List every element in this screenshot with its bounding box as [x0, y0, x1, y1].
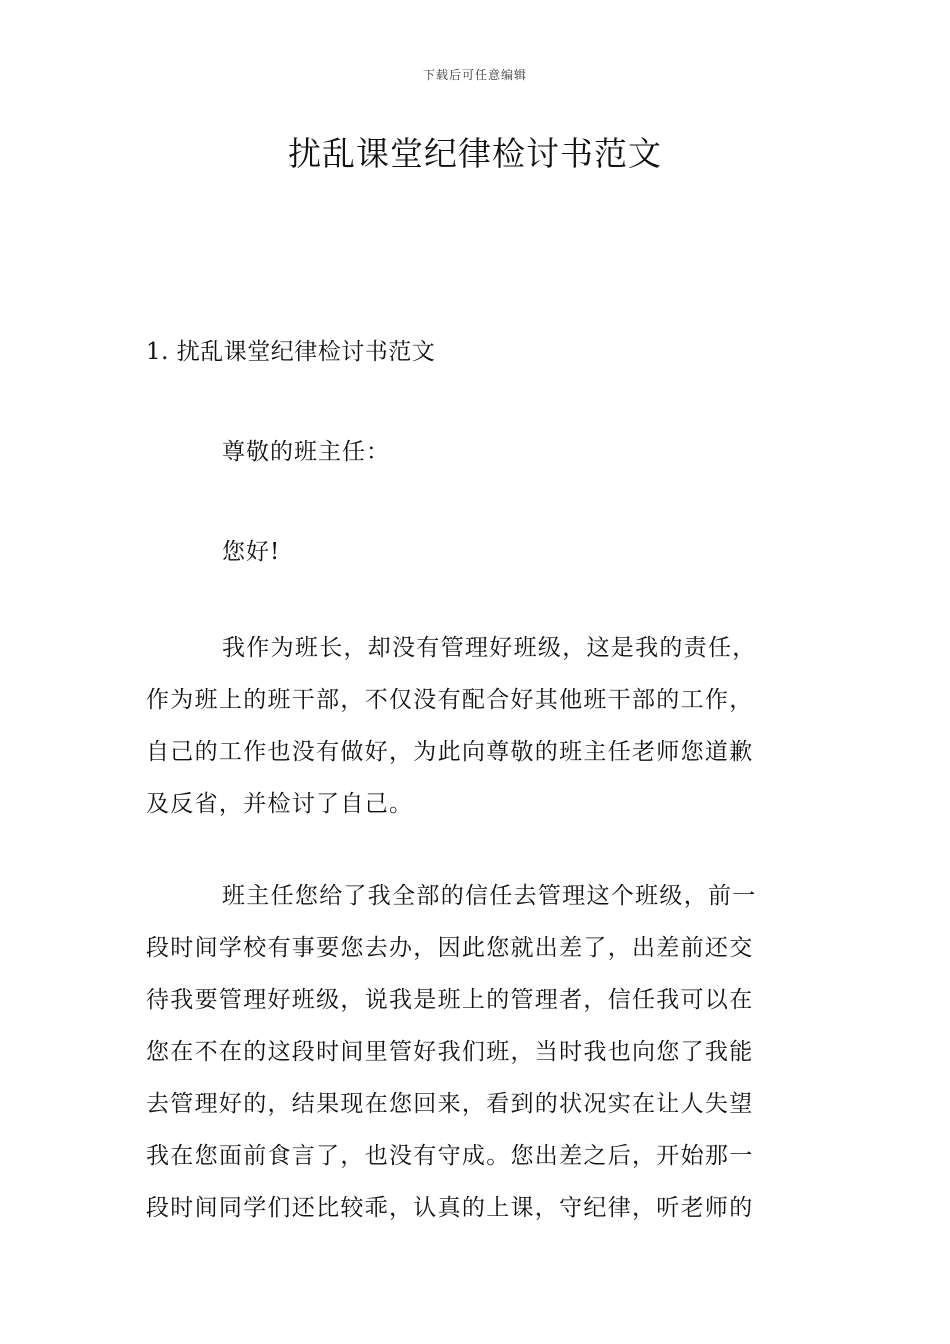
- paragraph-line: 段时间学校有事要您去办，因此您就出差了，出差前还交: [146, 935, 754, 961]
- greeting: 您好!: [222, 539, 281, 565]
- paragraph-line: 待我要管理好班级，说我是班上的管理者，信任我可以在: [146, 987, 754, 1013]
- paragraph-line: 我在您面前食言了，也没有守成。您出差之后，开始那一: [146, 1143, 754, 1169]
- paragraph: [146, 870, 808, 1234]
- section-heading: 1. 扰乱课堂纪律检讨书范文: [146, 339, 436, 365]
- paragraph-line: 去管理好的，结果现在您回来，看到的状况实在让人失望: [146, 1091, 754, 1117]
- paragraph: [146, 622, 808, 830]
- paragraph-line: 您在不在的这段时间里管好我们班，当时我也向您了我能: [146, 1039, 754, 1065]
- paragraph-line: 段时间同学们还比较乖，认真的上课，守纪律，听老师的: [146, 1195, 754, 1221]
- header-note: 下载后可任意编辑: [422, 68, 527, 82]
- paragraph-line: 作为班上的班干部，不仅没有配合好其他班干部的工作，: [146, 687, 754, 713]
- paragraph-line: 及反省，并检讨了自己。: [146, 791, 414, 817]
- paragraph-line: 班主任您给了我全部的信任去管理这个班级，前一: [222, 883, 757, 909]
- salutation: 尊敬的班主任：: [222, 439, 390, 465]
- paragraph-line: 我作为班长，却没有管理好班级，这是我的责任，: [222, 635, 757, 661]
- paragraph-line: 自己的工作也没有做好，为此向尊敬的班主任老师您道歉: [146, 739, 754, 765]
- document-title: 扰乱课堂纪律检讨书范文: [288, 134, 662, 173]
